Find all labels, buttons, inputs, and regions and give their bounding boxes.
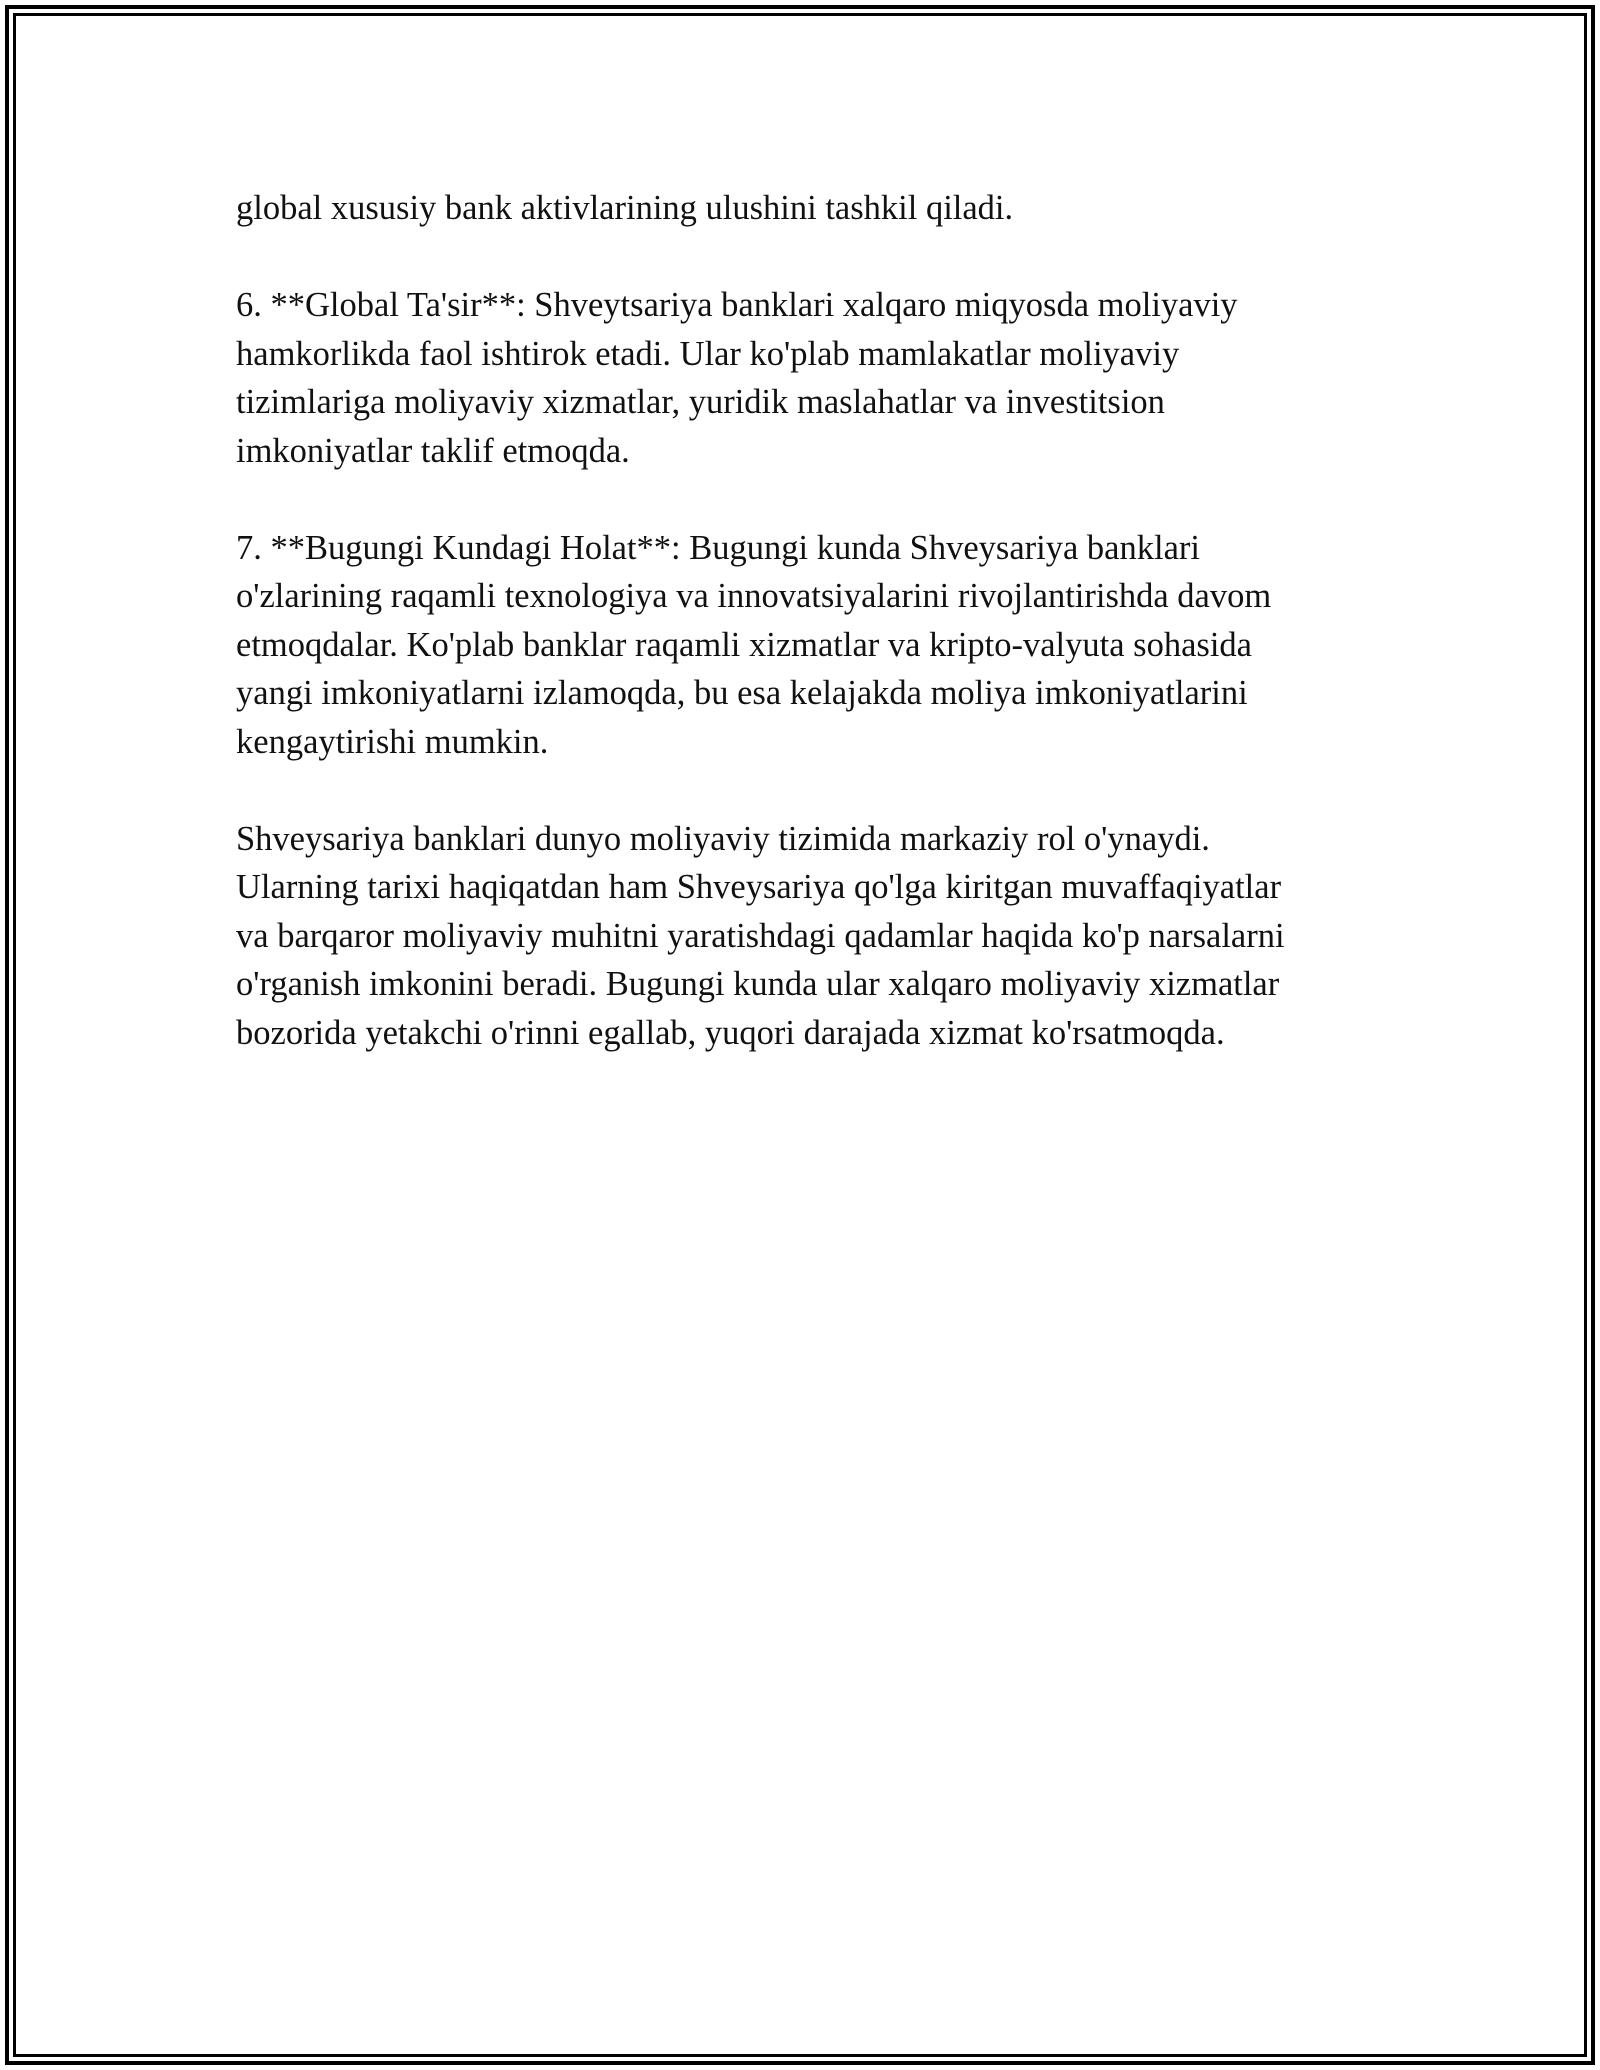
text-line: imkoniyatlar taklif etmoqda. — [236, 431, 630, 470]
text-line: Shveysariya banklari dunyo moliyaviy tizimida markaziy rol o'ynaydi. — [236, 819, 1210, 858]
text-line: o'zlarining raqamli texnologiya va innovatsiyalarini rivojlantirishda davom — [236, 577, 1272, 615]
text-line: yangi imkoniyatlarni izlamoqda, bu esa kelajakda moliya imkoniyatlarini — [236, 674, 1248, 712]
text-line: tizimlariga moliyaviy xizmatlar, yuridik maslahatlar va investitsion — [236, 383, 1165, 421]
text-line: o'rganish imkonini beradi. Bugungi kunda ular xalqaro moliyaviy xizmatlar — [236, 965, 1280, 1003]
paragraph-continuation — [236, 184, 1376, 233]
text-line: Ularning tarixi haqiqatdan ham Shveysariya qo'lga kiritgan muvaffaqiyatlar — [236, 868, 1282, 906]
text-line: 6. **Global Ta'sir**: Shveytsariya banklari xalqaro miqyosda moliyaviy — [236, 286, 1238, 324]
paragraph-conclusion — [236, 815, 1376, 1058]
paragraph-global-tasir — [236, 281, 1376, 475]
text-line: 7. **Bugungi Kundagi Holat**: Bugungi kunda Shveysariya banklari — [236, 528, 1200, 567]
text-line: global xususiy bank aktivlarining ulushini tashkil qiladi. — [236, 189, 1014, 227]
text-line: kengaytirishi mumkin. — [236, 722, 549, 761]
text-line: hamkorlikda faol ishtirok etadi. Ular ko'plab mamlakatlar moliyaviy — [236, 334, 1180, 373]
document-body — [236, 184, 1376, 1106]
paragraph-bugungi-holat — [236, 524, 1376, 767]
text-line: va barqaror moliyaviy muhitni yaratishdagi qadamlar haqida ko'p narsalarni — [236, 916, 1285, 955]
text-line: etmoqdalar. Ko'plab banklar raqamli xizmatlar va kripto-valyuta sohasida — [236, 625, 1252, 664]
text-line: bozorida yetakchi o'rinni egallab, yuqori darajada xizmat ko'rsatmoqda. — [236, 1013, 1225, 1052]
